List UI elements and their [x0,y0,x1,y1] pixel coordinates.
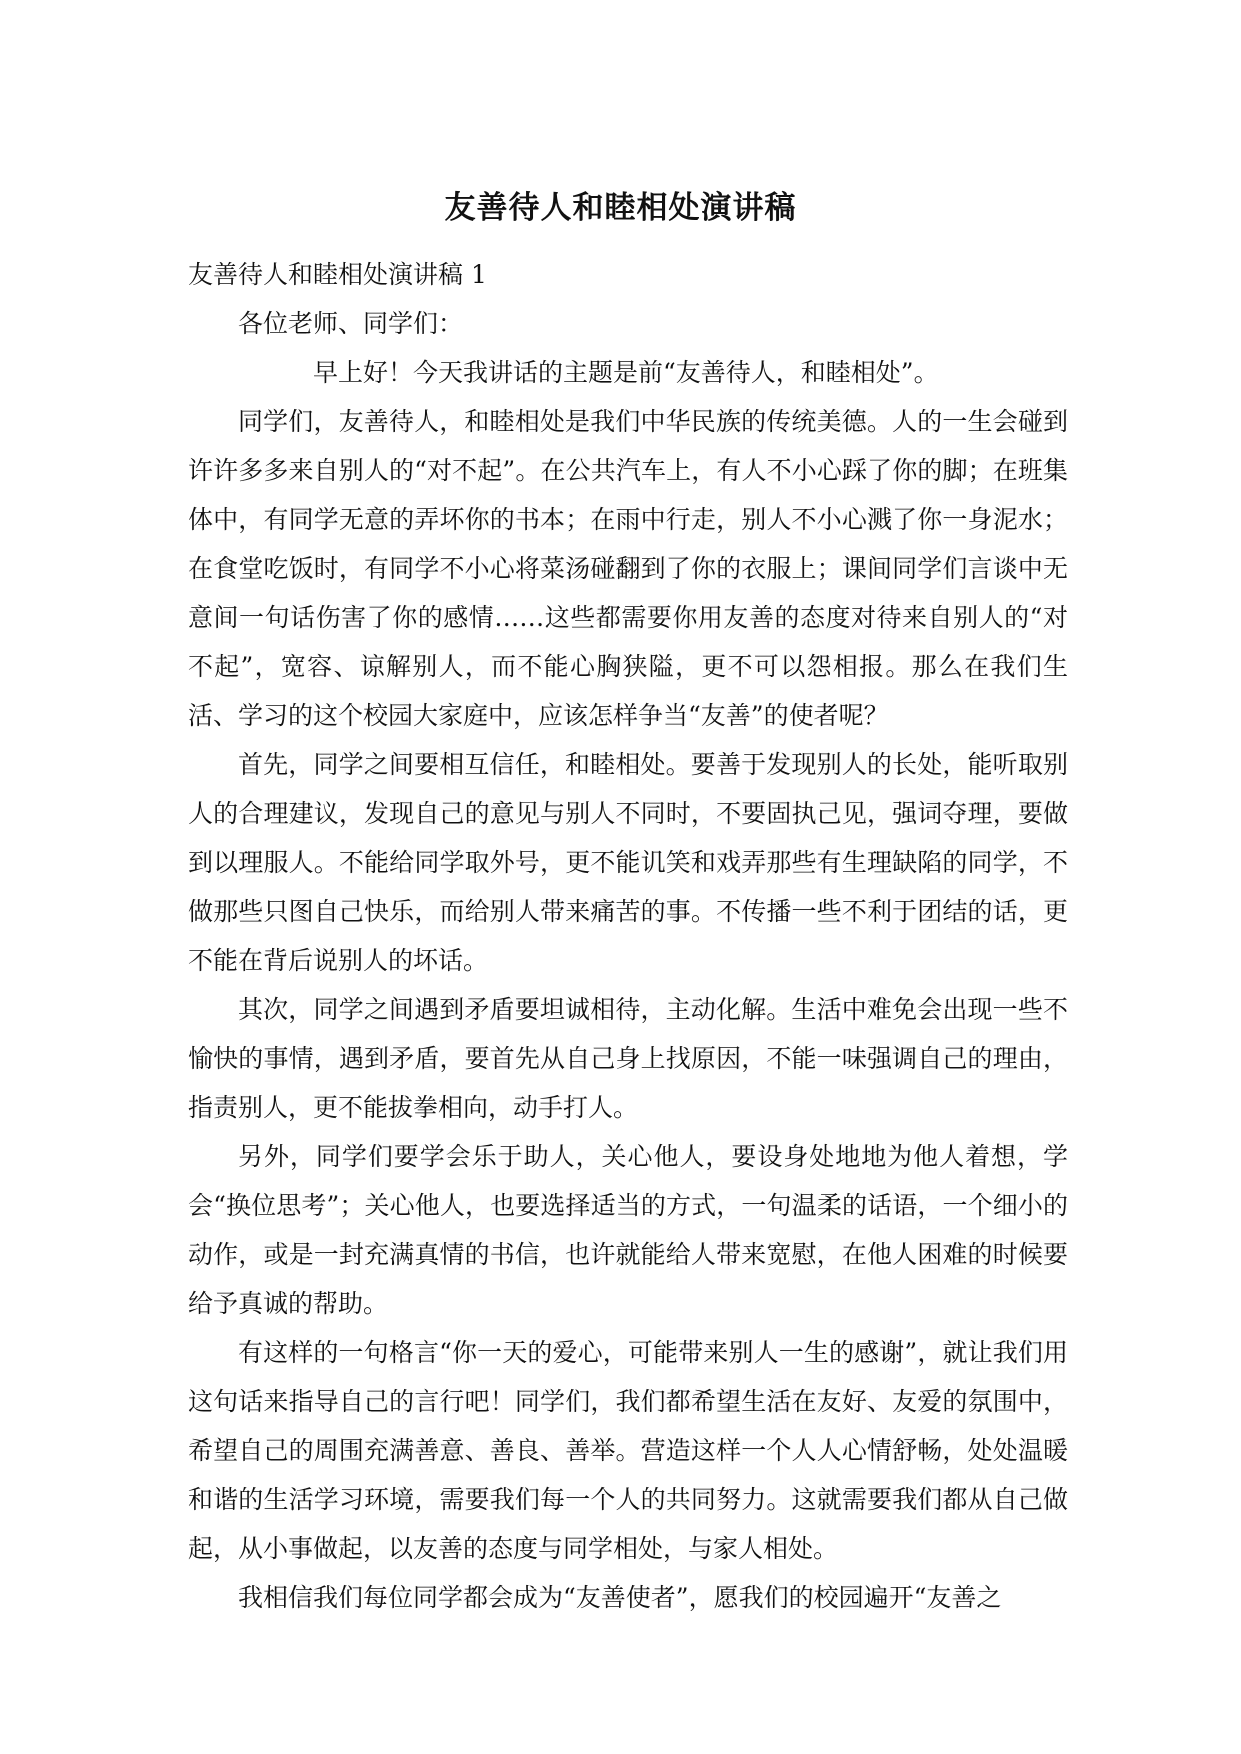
greeting: 早上好！今天我讲话的主题是前“友善待人，和睦相处”。 [313,358,939,387]
salutation: 各位老师、同学们： [238,309,464,338]
section-heading: 友善待人和睦相处演讲稿 1 [188,260,487,289]
document-body [188,250,1068,1622]
paragraph: 首先，同学之间要相互信任，和睦相处。要善于发现别人的长处，能听取别人的合理建议，发现自己的意见与别人不同时，不要固执己见，强词夺理，要做到以理服人。不能给同学取外号，更不能讥笑和戏弄那些有生理缺陷的同学，不做那些只图自己快乐，而给别人带来痛苦的事。不传播一些不利于团结的话，更不能在背后说别人的坏话。 [188,750,1068,975]
paragraph: 有这样的一句格言“你一天的爱心，可能带来别人一生的感谢”，就让我们用这句话来指导自己的言行吧！同学们，我们都希望生活在友好、友爱的氛围中，希望自己的周围充满善意、善良、善举。营造这样一个人人心情舒畅，处处温暖和谐的生活学习环境，需要我们每一个人的共同努力。这就需要我们都从自己做起，从小事做起，以友善的态度与同学相处，与家人相处。 [188,1338,1068,1563]
paragraph: 我相信我们每位同学都会成为“友善使者”，愿我们的校园遍开“友善之 [238,1583,1002,1612]
paragraph: 同学们，友善待人，和睦相处是我们中华民族的传统美德。人的一生会碰到许许多多来自别人的“对不起”。在公共汽车上，有人不小心踩了你的脚；在班集体中，有同学无意的弄坏你的书本；在雨中行走，别人不小心溅了你一身泥水；在食堂吃饭时，有同学不小心将菜汤碰翻到了你的衣服上；课间同学们言谈中无意间一句话伤害了你的感情……这些都需要你用友善的态度对待来自别人的“对不起”，宽容、谅解别人，而不能心胸狭隘，更不可以怨相报。那么在我们生活、学习的这个校园大家庭中，应该怎样争当“友善”的使者呢？ [188,407,1068,730]
document-title: 友善待人和睦相处演讲稿 [444,190,797,226]
paragraph: 其次，同学之间遇到矛盾要坦诚相待，主动化解。生活中难免会出现一些不愉快的事情，遇到矛盾，要首先从自己身上找原因，不能一味强调自己的理由，指责别人，更不能拔拳相向，动手打人。 [188,995,1068,1122]
paragraph: 另外，同学们要学会乐于助人，关心他人，要设身处地地为他人着想，学会“换位思考”；关心他人，也要选择适当的方式，一句温柔的话语，一个细小的动作，或是一封充满真情的书信，也许就能给人带来宽慰，在他人困难的时候要给予真诚的帮助。 [188,1142,1068,1318]
